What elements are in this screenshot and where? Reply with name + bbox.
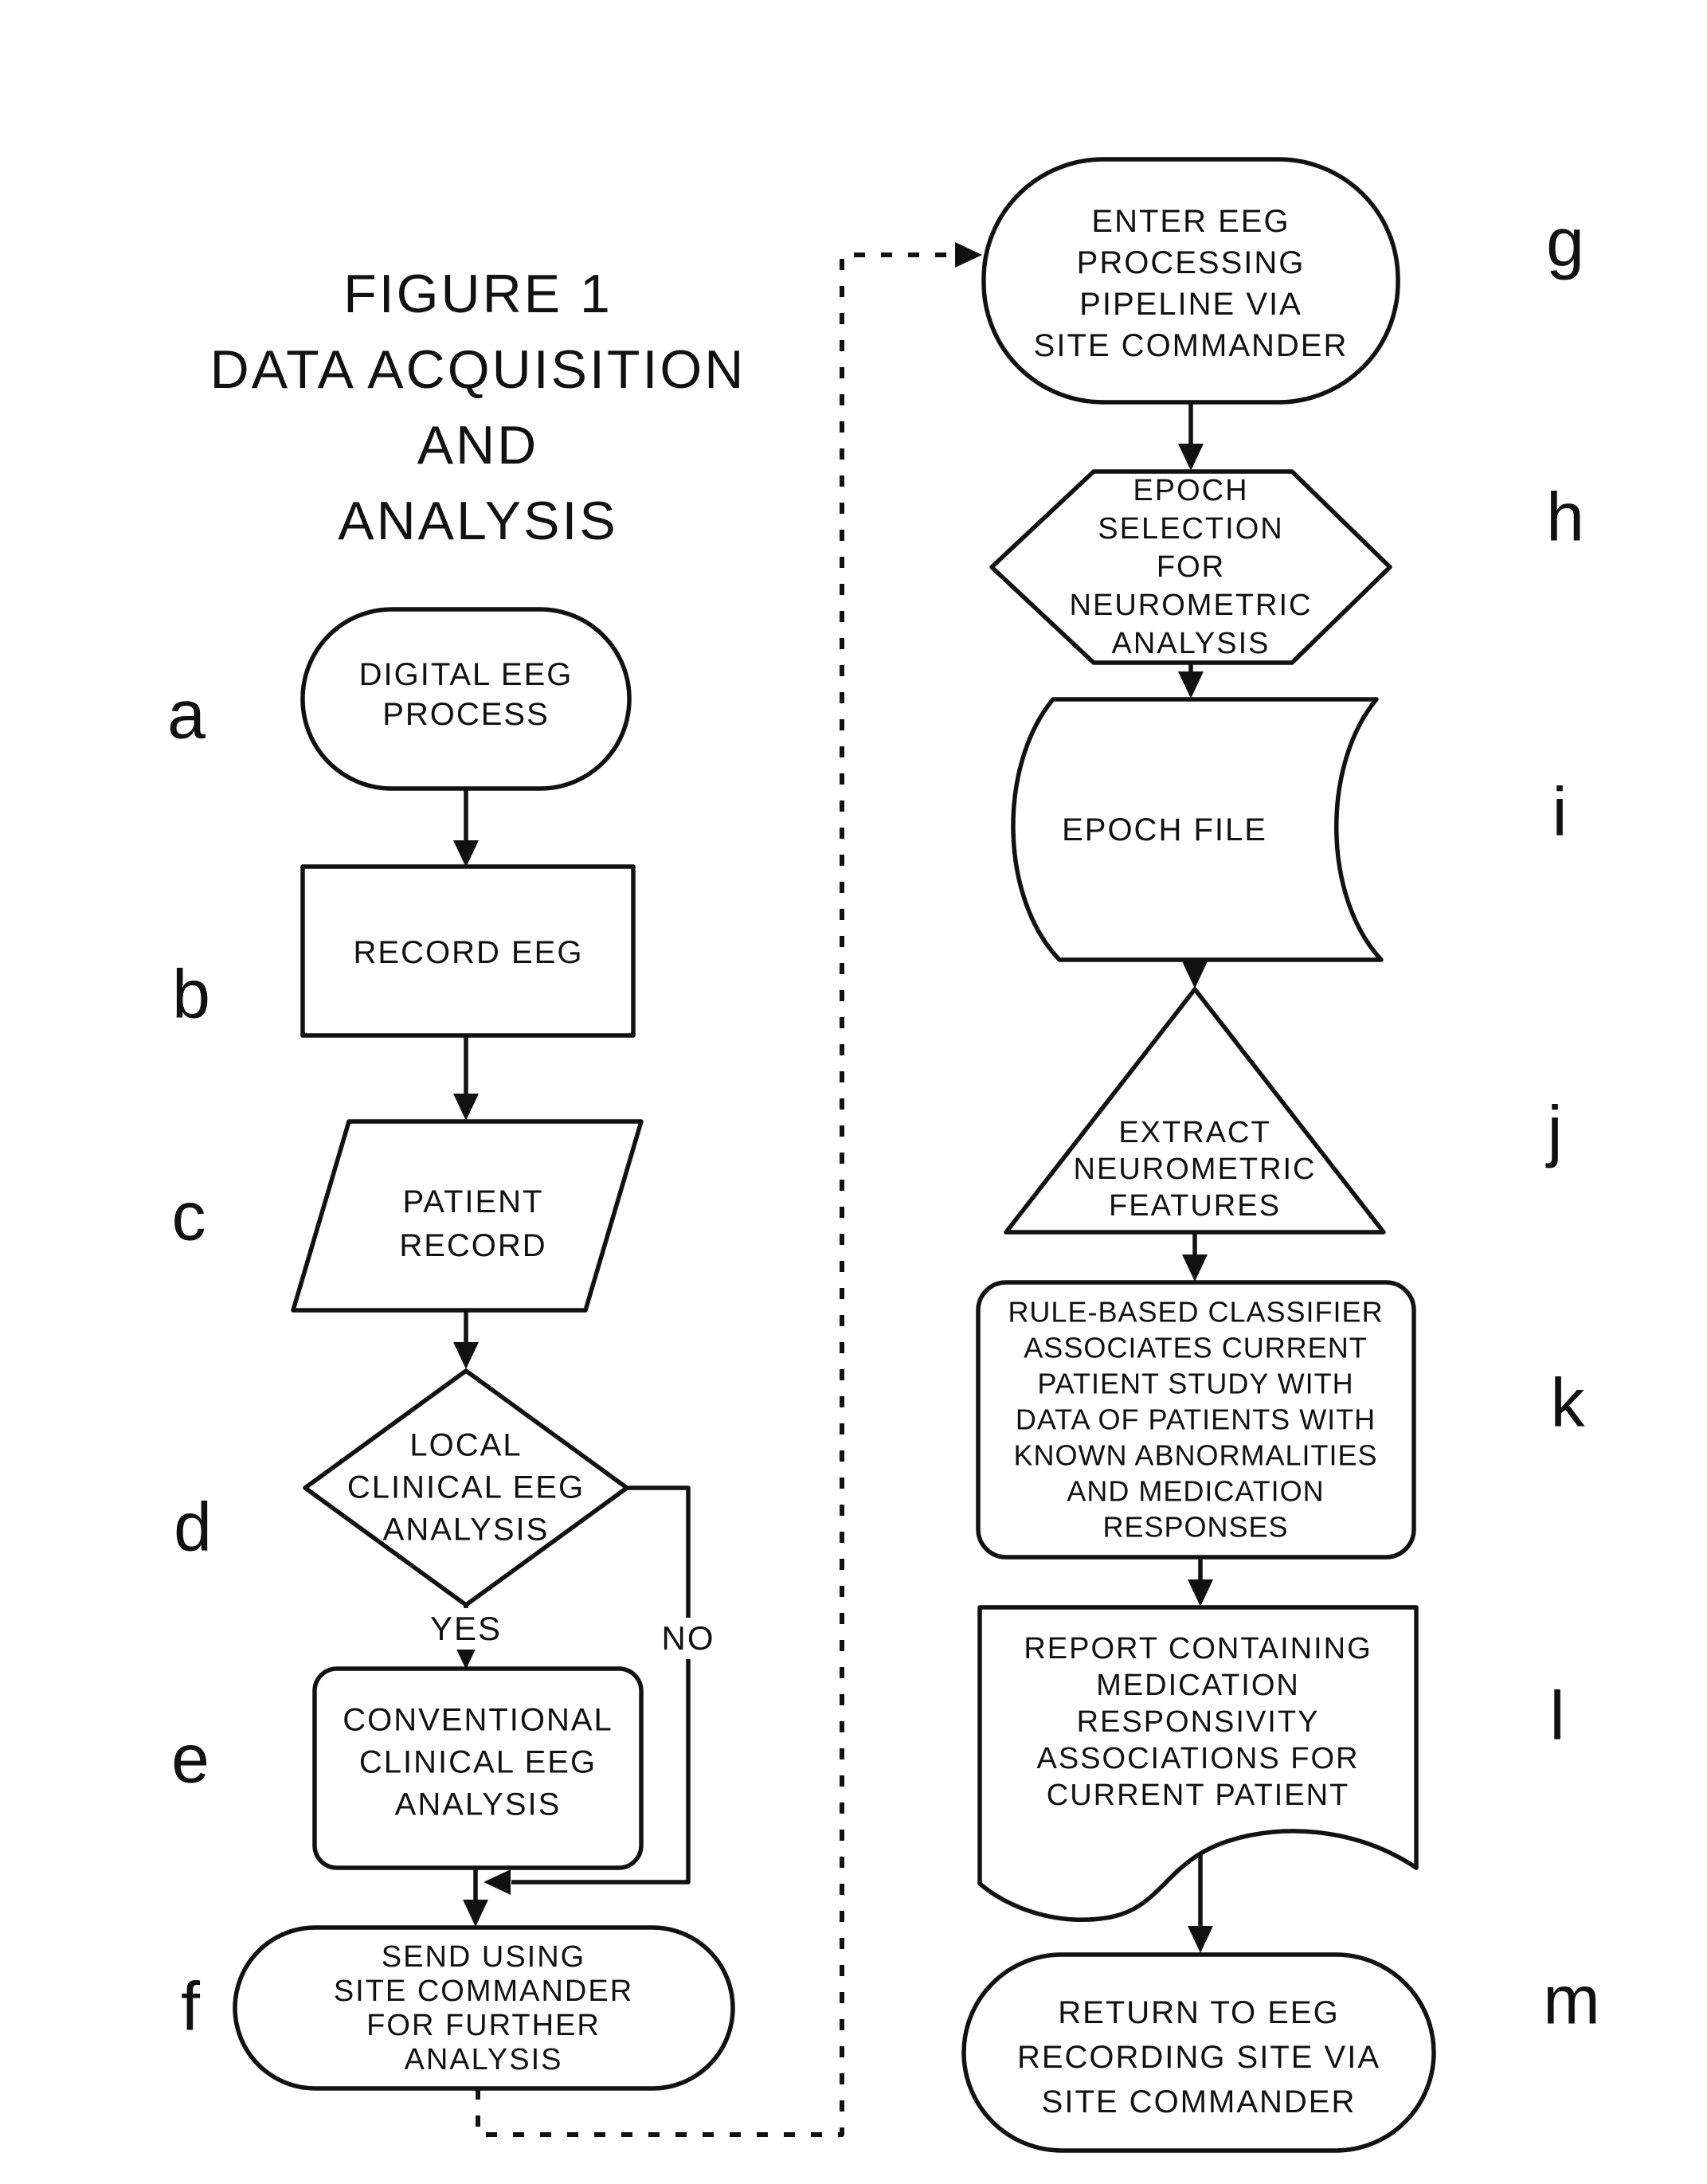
node-e-label: CONVENTIONAL CLINICAL EEG ANALYSIS: [343, 1702, 613, 1822]
node-h-label: EPOCH SELECTION FOR NEUROMETRIC ANALYSIS: [1069, 474, 1313, 660]
title-line-2: DATA ACQUISITION: [209, 339, 746, 400]
node-g-label: ENTER EEG PROCESSING PIPELINE VIA SITE COMMANDER: [1033, 204, 1349, 363]
node-b-label: RECORD EEG: [353, 935, 584, 970]
arrow-c-d: [453, 1310, 479, 1369]
node-k-label: RULE-BASED CLASSIFIER ASSOCIATES CURRENT PATIENT STUDY WITH DATA OF PATIENTS WITH KNOWN ABNORMALITIES AND MEDICATION RESPONSES: [1008, 1295, 1384, 1544]
node-k-letter-marker: k: [1550, 1364, 1585, 1442]
figure-title: [210, 256, 746, 559]
no-branch-label: NO: [654, 1618, 723, 1659]
node-d-letter-marker: d: [174, 1489, 212, 1566]
node-m-letter-marker: m: [1543, 1962, 1600, 2039]
title-line-4: ANALYSIS: [338, 491, 618, 551]
arrow-g-h: [1178, 402, 1204, 471]
title-line-3: AND: [417, 415, 539, 476]
node-m-label: RETURN TO EEG RECORDING SITE VIA SITE COMMANDER: [1016, 1995, 1381, 2119]
arrow-h-i: [1178, 663, 1204, 699]
title-line-1: FIGURE 1: [343, 264, 613, 324]
node-j-letter-marker: j: [1547, 1092, 1563, 1169]
node-a-letter-marker: a: [167, 676, 206, 753]
yes-branch-label: YES: [422, 1608, 510, 1650]
node-c-letter-marker: c: [171, 1178, 206, 1255]
arrow-j-k: [1182, 1232, 1208, 1282]
node-l-label: REPORT CONTAINING MEDICATION RESPONSIVITY ASSOCIATIONS FOR CURRENT PATIENT: [1024, 1632, 1372, 1812]
arrow-a-b: [453, 789, 479, 867]
node-g-letter-marker: g: [1546, 204, 1584, 281]
node-h-letter-marker: h: [1546, 479, 1584, 556]
node-l-letter-marker: l: [1549, 1677, 1565, 1755]
node-e-letter-marker: e: [171, 1720, 209, 1798]
arrow-i-j: [1182, 960, 1208, 988]
arrow-l-m: [1188, 1849, 1213, 1953]
node-i-label: EPOCH FILE: [1062, 812, 1267, 847]
node-f-letter-marker: f: [181, 1968, 200, 2045]
node-c-label: PATIENT RECORD: [399, 1184, 547, 1263]
arrow-k-l: [1188, 1557, 1213, 1607]
arrow-b-c: [453, 1035, 479, 1121]
node-i-letter-marker: i: [1552, 773, 1568, 851]
node-a-label: DIGITAL EEG PROCESS: [358, 657, 574, 732]
node-b-letter-marker: b: [172, 956, 210, 1033]
node-j-label: EXTRACT NEUROMETRIC FEATURES: [1073, 1116, 1317, 1223]
node-f-label: SEND USING SITE COMMANDER FOR FURTHER ANALYSIS: [333, 1940, 634, 2076]
arrow-e-f: [463, 1868, 488, 1927]
node-d-label: LOCAL CLINICAL EEG ANALYSIS: [346, 1427, 585, 1548]
